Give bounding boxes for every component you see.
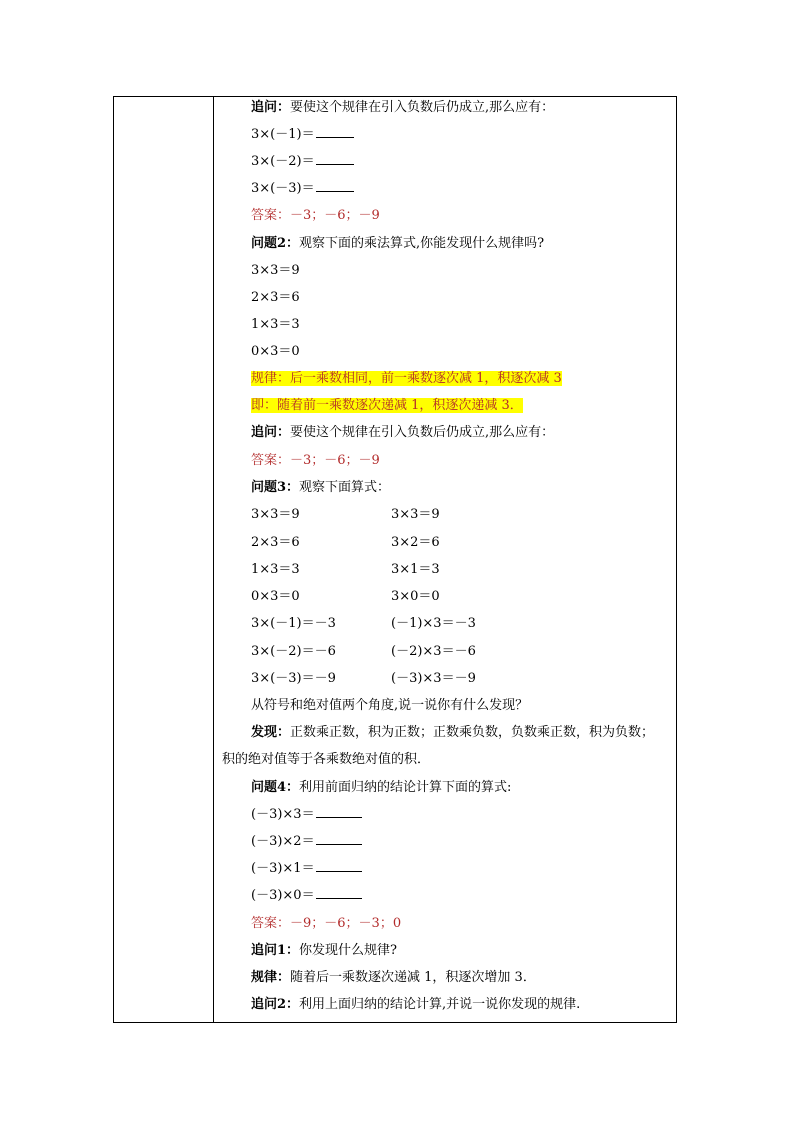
equation-line: 2×3＝6 [251,290,300,305]
blank-equation [216,886,676,906]
blank-equation [216,859,676,879]
blank-equation [216,125,676,145]
pair-left: 2×3＝6 [251,535,300,550]
equation-pair [216,505,676,525]
equation-pair [216,533,676,553]
equation-text: (－3)×0＝ [251,888,315,903]
follow-up-text: 要使这个规律在引入负数后仍成立,那么应有： [290,425,555,440]
equation-pair [216,669,676,689]
discovery-continued: 积的绝对值等于各乘数绝对值的积． [222,752,431,767]
equation-line: 1×3＝3 [251,317,300,332]
follow-up-label: 追问2： [251,997,300,1012]
answer-blank [316,886,362,899]
question-label: 问题3： [251,480,300,495]
answer-blank [316,152,354,165]
content-cell [216,97,676,1022]
follow-up-1-line [216,941,676,961]
question-2-line [216,234,676,254]
question-text: 利用前面归纳的结论计算下面的算式: [299,780,512,795]
equation-pair [216,614,676,634]
pair-right: 3×2＝6 [391,535,440,550]
lesson-table [113,96,677,1023]
equation-pair [216,560,676,580]
equation-pair [216,587,676,607]
answer-blank [316,179,354,192]
equation-line: 3×3＝9 [251,263,300,278]
blank-equation [216,152,676,172]
question-label: 问题2： [251,236,300,251]
question-text: 观察下面的乘法算式,你能发现什么规律吗? [299,236,545,251]
rule-highlight: 规律：后一乘数相同，前一乘数逐次减 1，积逐次减 3 [251,371,562,386]
prompt-line: 从符号和绝对值两个角度,说一说你有什么发现？ [251,698,529,713]
rule-label: 规律： [251,970,291,985]
rule-line [216,396,676,416]
discovery-text: 正数乘正数，积为正数；正数乘负数，负数乘正数，积为负数； [290,725,655,740]
equation-text: 3×(－2)＝ [251,154,315,169]
equation-text: 3×(－3)＝ [251,181,315,196]
follow-up-label: 追问： [251,425,291,440]
pair-right: (－2)×3＝－6 [391,644,476,659]
discovery-label: 发现： [251,725,291,740]
answer-line: 答案：－3；－6；－9 [251,208,380,223]
answer-blank [316,859,362,872]
blank-equation [216,805,676,825]
question-text: 观察下面算式： [299,480,391,495]
blank-equation [216,179,676,199]
pair-left: 3×(－2)＝－6 [251,644,336,659]
equation-pair [216,642,676,662]
follow-up-label: 追问1： [251,943,300,958]
follow-up-question-line [216,423,676,443]
pair-right: 3×1＝3 [391,562,440,577]
pair-left: 3×(－1)＝－3 [251,616,336,631]
pair-left: 1×3＝3 [251,562,300,577]
pair-left: 3×3＝9 [251,507,300,522]
equation-text: (－3)×1＝ [251,861,315,876]
follow-up-2-line [216,995,676,1015]
question-4-line [216,778,676,798]
answer-line: 答案：－9；－6；－3；0 [251,916,402,931]
follow-up-text: 你发现什么规律? [299,943,398,958]
question-3-line [216,478,676,498]
blank-equation [216,832,676,852]
pair-right: (－1)×3＝－3 [391,616,476,631]
rule-line [216,968,676,988]
follow-up-text: 要使这个规律在引入负数后仍成立,那么应有： [290,100,555,115]
rule-line [216,369,676,389]
pair-left: 0×3＝0 [251,589,300,604]
rule-highlight: 即：随着前一乘数逐次递减 1，积逐次递减 3． [251,398,523,413]
pair-right: (－3)×3＝－9 [391,671,476,686]
answer-blank [316,125,354,138]
discovery-line [216,723,676,743]
pair-right: 3×0＝0 [391,589,440,604]
follow-up-text: 利用上面归纳的结论计算,并说一说你发现的规律. [299,997,581,1012]
answer-line: 答案：－3；－6；－9 [251,453,380,468]
pair-left: 3×(－3)＝－9 [251,671,336,686]
follow-up-label: 追问： [251,100,291,115]
equation-text: (－3)×2＝ [251,834,315,849]
answer-blank [316,832,362,845]
equation-text: (－3)×3＝ [251,807,315,822]
answer-blank [316,805,362,818]
rule-text: 随着后一乘数逐次递减 1，积逐次增加 3． [290,970,536,985]
equation-line: 0×3＝0 [251,344,300,359]
left-column-cell [114,97,214,1022]
pair-right: 3×3＝9 [391,507,440,522]
equation-text: 3×(－1)＝ [251,127,315,142]
question-label: 问题4： [251,780,300,795]
follow-up-question-line [216,98,676,118]
